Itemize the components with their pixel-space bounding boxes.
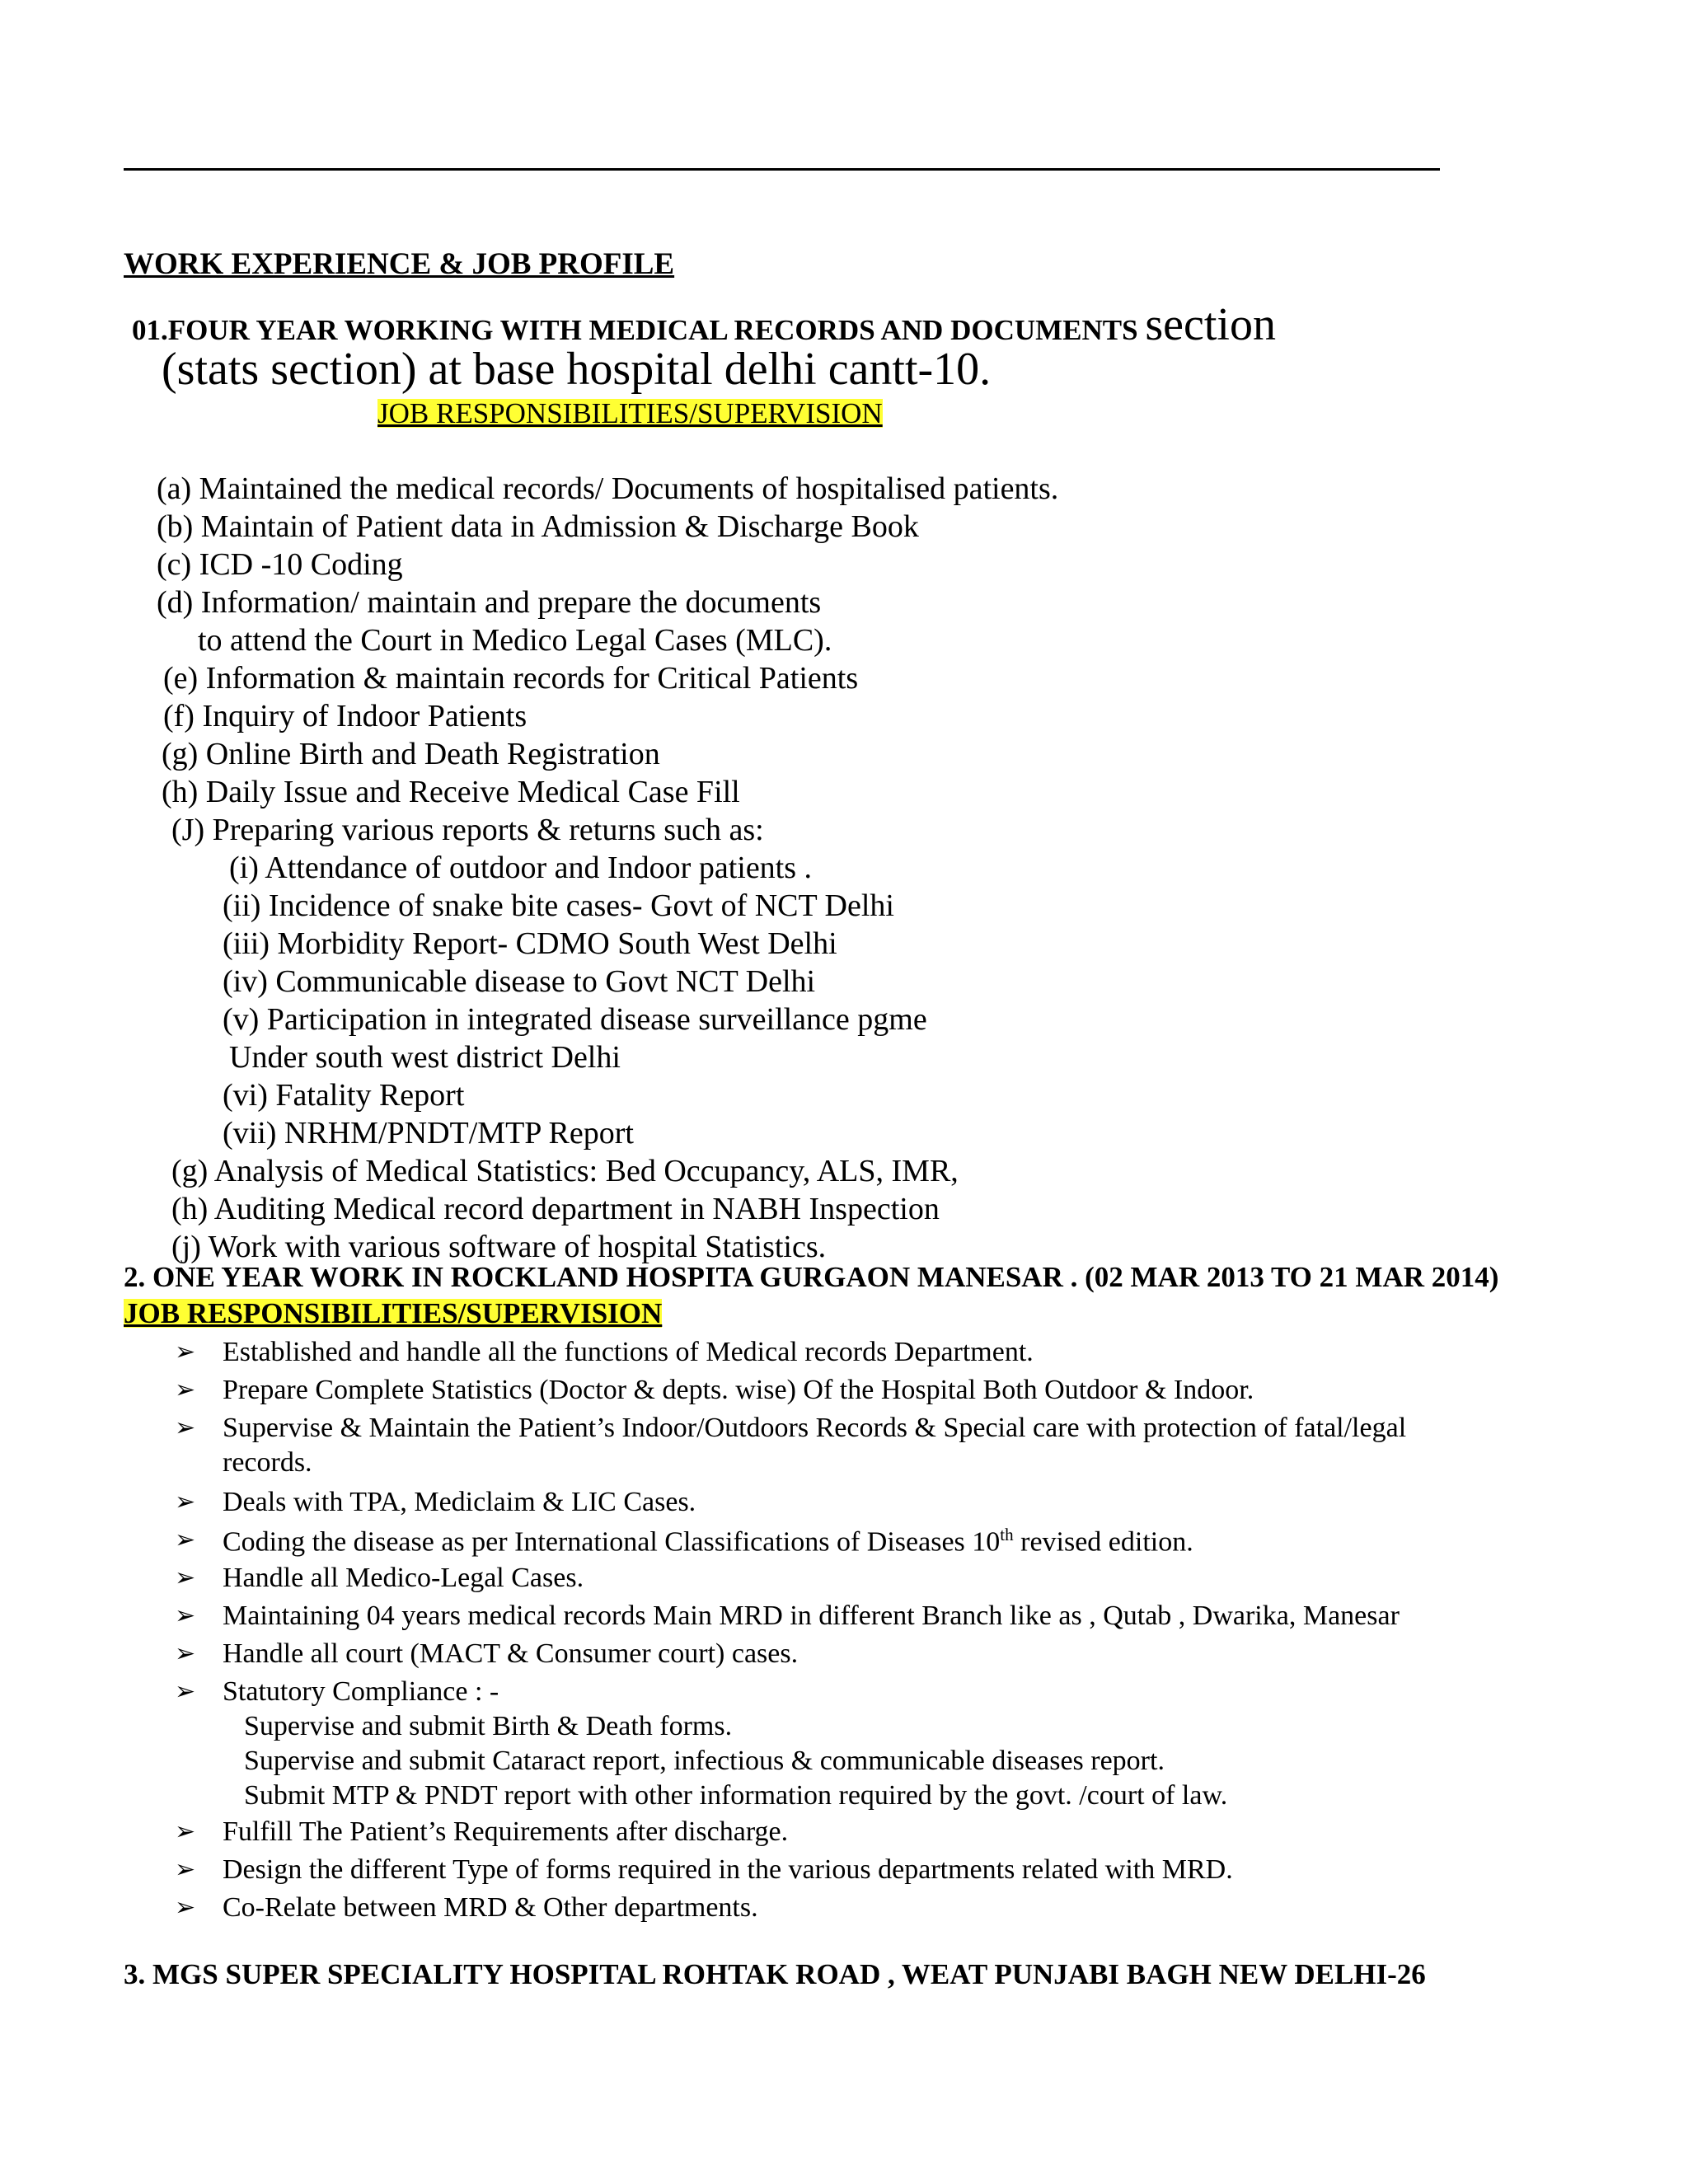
job2-item: Supervise & Maintain the Patient’s Indoor/Outdoors Records & Special care with protection of fatal/legal (223, 1413, 1407, 1443)
job1-item: (d) Information/ maintain and prepare the documents (157, 585, 822, 620)
arrow-bullet-icon: ➢ (175, 1640, 196, 1667)
arrow-bullet-icon: ➢ (175, 1856, 196, 1883)
job1-heading (132, 299, 1276, 350)
job2-item: Fulfill The Patient’s Requirements after discharge. (223, 1816, 789, 1847)
job1-item: (g) Online Birth and Death Registration (162, 737, 660, 771)
coding-ordinal: th (1000, 1525, 1014, 1544)
job1-item: (b) Maintain of Patient data in Admission & Discharge Book (157, 509, 919, 544)
job1-subitem: (vii) NRHM/PNDT/MTP Report (223, 1116, 634, 1151)
job2-item: Handle all Medico-Legal Cases. (223, 1563, 584, 1593)
job2-item-coding (223, 1526, 1193, 1556)
job1-subitem: (v) Participation in integrated disease surveillance pgme (223, 1002, 927, 1037)
job2-responsibilities-label: JOB RESPONSIBILITIES/SUPERVISION (124, 1297, 663, 1329)
arrow-bullet-icon: ➢ (175, 1376, 196, 1404)
job1-item: (j) Work with various software of hospital Statistics. (171, 1230, 827, 1264)
job2-item: Established and handle all the functions of Medical records Department. (223, 1337, 1034, 1367)
job3-heading: 3. MGS SUPER SPECIALITY HOSPITAL ROHTAK ROAD , WEAT PUNJABI BAGH NEW DELHI-26 (124, 1958, 1426, 1990)
job2-item-continued: records. (223, 1447, 312, 1478)
arrow-bullet-icon: ➢ (175, 1678, 196, 1705)
job2-subitem: Supervise and submit Cataract report, infectious & communicable diseases report. (244, 1746, 1165, 1776)
job1-subitem: Under south west district Delhi (229, 1040, 621, 1075)
coding-text: Coding the disease as per International Classifications of Diseases 10 (223, 1526, 1001, 1558)
job1-item: (g) Analysis of Medical Statistics: Bed Occupancy, ALS, IMR, (171, 1154, 959, 1188)
job1-subitem: (iv) Communicable disease to Govt NCT Delhi (223, 964, 816, 999)
job1-item: to attend the Court in Medico Legal Cases (MLC). (198, 623, 832, 658)
job1-responsibilities-label: JOB RESPONSIBILITIES/SUPERVISION (377, 397, 883, 429)
job2-item: Statutory Compliance : - (223, 1676, 499, 1707)
job2-item: Design the different Type of forms required in the various departments related with MRD. (223, 1854, 1233, 1885)
job1-heading-line2: (stats section) at base hospital delhi cantt-10. (162, 344, 992, 395)
job1-subitem: (iii) Morbidity Report- CDMO South West Delhi (223, 926, 837, 961)
job1-heading-tail: section (1145, 299, 1276, 350)
job2-item: Handle all court (MACT & Consumer court) cases. (223, 1638, 799, 1669)
job1-item: (c) ICD -10 Coding (157, 547, 403, 582)
job1-item: (f) Inquiry of Indoor Patients (163, 699, 528, 733)
job1-item: (e) Information & maintain records for Critical Patients (163, 661, 859, 696)
job1-item: (a) Maintained the medical records/ Documents of hospitalised patients. (157, 471, 1059, 506)
job1-subitem: (vi) Fatality Report (223, 1078, 465, 1113)
job2-subitem: Supervise and submit Birth & Death forms. (244, 1711, 733, 1741)
job1-subitem: (ii) Incidence of snake bite cases- Govt of NCT Delhi (223, 888, 894, 923)
arrow-bullet-icon: ➢ (175, 1602, 196, 1629)
arrow-bullet-icon: ➢ (175, 1414, 196, 1441)
arrow-bullet-icon: ➢ (175, 1488, 196, 1516)
coding-text-after: revised edition. (1013, 1526, 1193, 1558)
job2-subitem: Submit MTP & PNDT report with other information required by the govt. /court of law. (244, 1780, 1228, 1811)
arrow-bullet-icon: ➢ (175, 1818, 196, 1845)
job2-item: Co-Relate between MRD & Other departments. (223, 1892, 758, 1923)
job1-item: (h) Daily Issue and Receive Medical Case Fill (162, 775, 740, 809)
job1-item: (h) Auditing Medical record department in NABH Inspection (171, 1192, 940, 1226)
job2-item: Maintaining 04 years medical records Main MRD in different Branch like as , Qutab , Dwarika, Manesar (223, 1601, 1400, 1631)
header-rule (124, 168, 1440, 171)
job2-item: Prepare Complete Statistics (Doctor & depts. wise) Of the Hospital Both Outdoor & Indoor. (223, 1375, 1254, 1405)
arrow-bullet-icon: ➢ (175, 1894, 196, 1921)
arrow-bullet-icon: ➢ (175, 1526, 196, 1554)
job1-subitem: (i) Attendance of outdoor and Indoor patients . (229, 851, 813, 885)
job1-item: (J) Preparing various reports & returns such as: (171, 813, 764, 847)
job1-heading-bold: 01.FOUR YEAR WORKING WITH MEDICAL RECORDS AND DOCUMENTS (132, 314, 1138, 346)
arrow-bullet-icon: ➢ (175, 1338, 196, 1366)
job2-heading: 2. ONE YEAR WORK IN ROCKLAND HOSPITA GURGAON MANESAR . (02 MAR 2013 TO 21 MAR 2014) (124, 1261, 1499, 1293)
arrow-bullet-icon: ➢ (175, 1564, 196, 1591)
section-title: WORK EXPERIENCE & JOB PROFILE (124, 247, 675, 281)
job2-item: Deals with TPA, Mediclaim & LIC Cases. (223, 1487, 696, 1517)
